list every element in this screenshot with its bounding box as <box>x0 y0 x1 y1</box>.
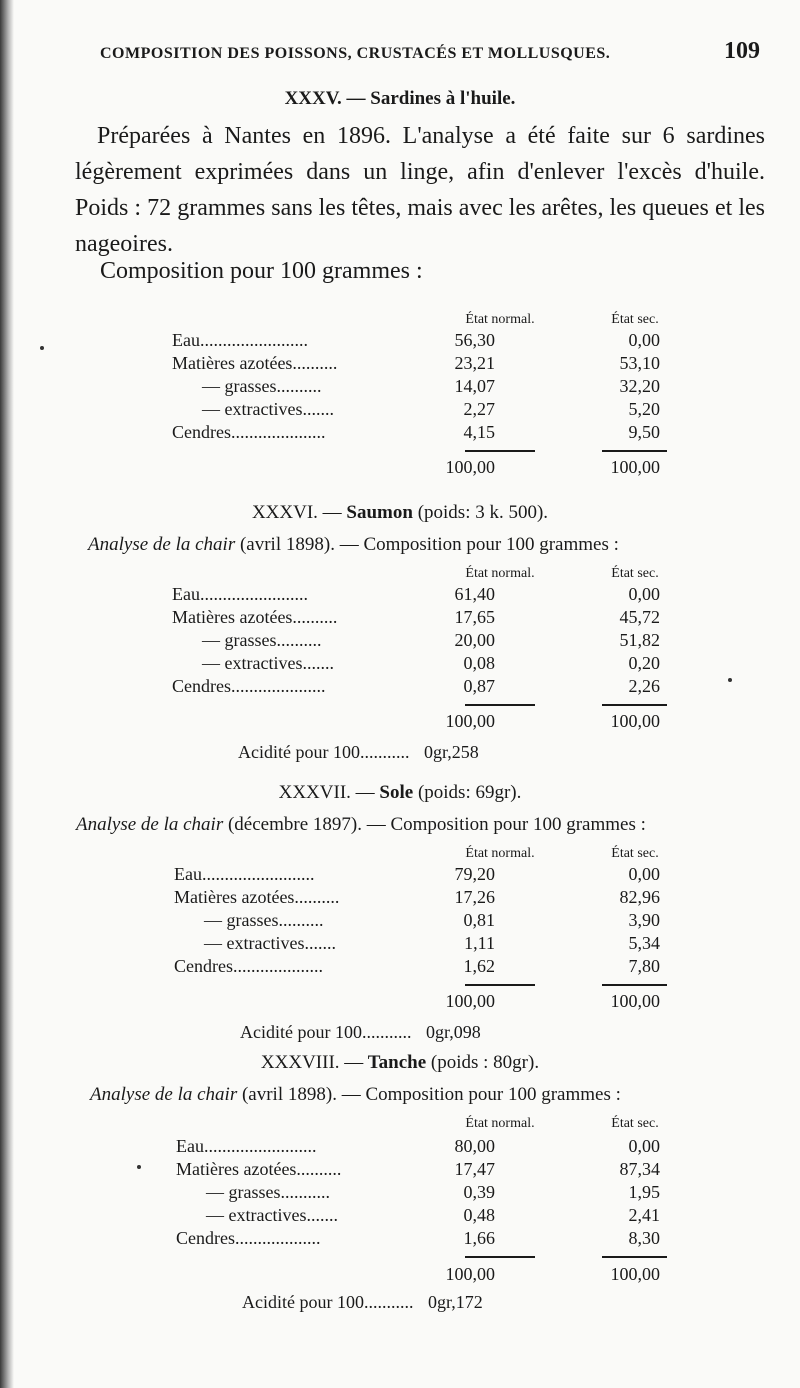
sardines-table <box>0 312 800 482</box>
table-row: Cendres..................... 4,15 9,50 <box>172 422 660 442</box>
table-row: Matières azotées.......... 17,65 45,72 <box>172 607 660 627</box>
table-row: Eau........................ 61,40 0,00 <box>172 584 660 604</box>
table-row: Eau......................... 79,20 0,00 <box>174 864 660 884</box>
page-number: 109 <box>724 38 760 64</box>
table-row: Matières azotées.......... 17,26 82,96 <box>174 887 660 907</box>
table-row: — grasses........... 0,39 1,95 <box>206 1182 660 1202</box>
col-header-normal: État normal. <box>465 312 535 327</box>
table-row: — extractives....... 2,27 5,20 <box>202 399 660 419</box>
table-row: Cendres.................... 1,62 7,80 <box>174 956 660 976</box>
sardines-intro: Préparées à Nantes en 1896. L'analyse a été faite sur 6 sardines légèrement exprimées dans un linge, afin d'enlever l'excès d'huile. Poids : 72 grammes sans les têtes, mais avec les arêtes, les queues et les nageoires. <box>75 123 765 257</box>
table-row: — grasses.......... 0,81 3,90 <box>204 910 660 930</box>
sole-analyse-line: Analyse de la chair (décembre 1897). — Composition pour 100 grammes : <box>76 814 646 835</box>
saumon-table: État normal. État sec. Eau........................ 61,40 0,00 Matières azotées.......... 17,65 45,72 — grasses.......... 20,00 51,82 — extractives....... 0,08 0,20 Cendres..................... 0,87 2,26 100,00 100,00 <box>0 566 800 736</box>
total-sec: 100,00 <box>610 457 660 477</box>
table-row: Cendres..................... 0,87 2,26 <box>172 676 660 696</box>
sole-table: État normal. État sec. Eau......................... 79,20 0,00 Matières azotées.......... 17,26 82,96 — grasses.......... 0,81 3,90 — extractives....... 1,11 5,34 Cendres.................... 1,62 7,80 100,00 100,00 <box>0 846 800 1016</box>
col-header-sec: État sec. <box>611 312 659 327</box>
table-row: — extractives....... 0,08 0,20 <box>202 653 660 673</box>
section-title-tanche: XXXVIII. — Tanche (poids : 80gr). <box>260 1052 540 1073</box>
sardines-composition-line: Composition pour 100 grammes : <box>100 258 423 284</box>
section-title-saumon: XXXVI. — Saumon (poids: 3 k. 500). <box>251 502 549 523</box>
tanche-acidite: Acidité pour 100........... 0gr,172 <box>242 1292 483 1312</box>
sole-acidite: Acidité pour 100........... 0gr,098 <box>240 1022 481 1042</box>
ink-speck <box>40 346 44 350</box>
saumon-acidite: Acidité pour 100........... 0gr,258 <box>238 742 479 762</box>
tanche-analyse-line: Analyse de la chair (avril 1898). — Composition pour 100 grammes : <box>90 1084 621 1105</box>
table-row: Eau........................ 56,30 0,00 <box>172 330 660 350</box>
ink-speck <box>137 1165 141 1169</box>
total-rule <box>465 450 535 452</box>
section-title-sardines: XXXV. — Sardines à l'huile. <box>284 88 516 109</box>
page-header <box>100 38 760 65</box>
saumon-analyse-line: Analyse de la chair (avril 1898). — Composition pour 100 grammes : <box>88 534 619 555</box>
table-row: Matières azotées.......... 17,47 87,34 <box>176 1159 660 1179</box>
total-rule <box>602 450 667 452</box>
table-row: Matières azotées.......... 23,21 53,10 <box>172 353 660 373</box>
tanche-table: État normal. État sec. Eau......................... 80,00 0,00 Matières azotées.......... 17,47 87,34 — grasses........... 0,39 1,95 — extractives....... 0,48 2,41 Cendres................... 1,66 8,30 100,00 100,00 <box>0 1116 800 1286</box>
table-row: — grasses.......... 14,07 32,20 <box>202 376 660 396</box>
table-row: — extractives....... 0,48 2,41 <box>206 1205 660 1225</box>
running-head: COMPOSITION DES POISSONS, CRUSTACÉS ET MOLLUSQUES. <box>100 45 611 62</box>
table-row: Cendres................... 1,66 8,30 <box>176 1228 660 1248</box>
table-row: Eau......................... 80,00 0,00 <box>176 1136 660 1156</box>
table-row: — grasses.......... 20,00 51,82 <box>202 630 660 650</box>
section-title-sole: XXXVII. — Sole (poids: 69gr). <box>278 782 522 803</box>
ink-speck <box>728 678 732 682</box>
total-normal: 100,00 <box>445 457 495 477</box>
table-row: — extractives....... 1,11 5,34 <box>204 933 660 953</box>
